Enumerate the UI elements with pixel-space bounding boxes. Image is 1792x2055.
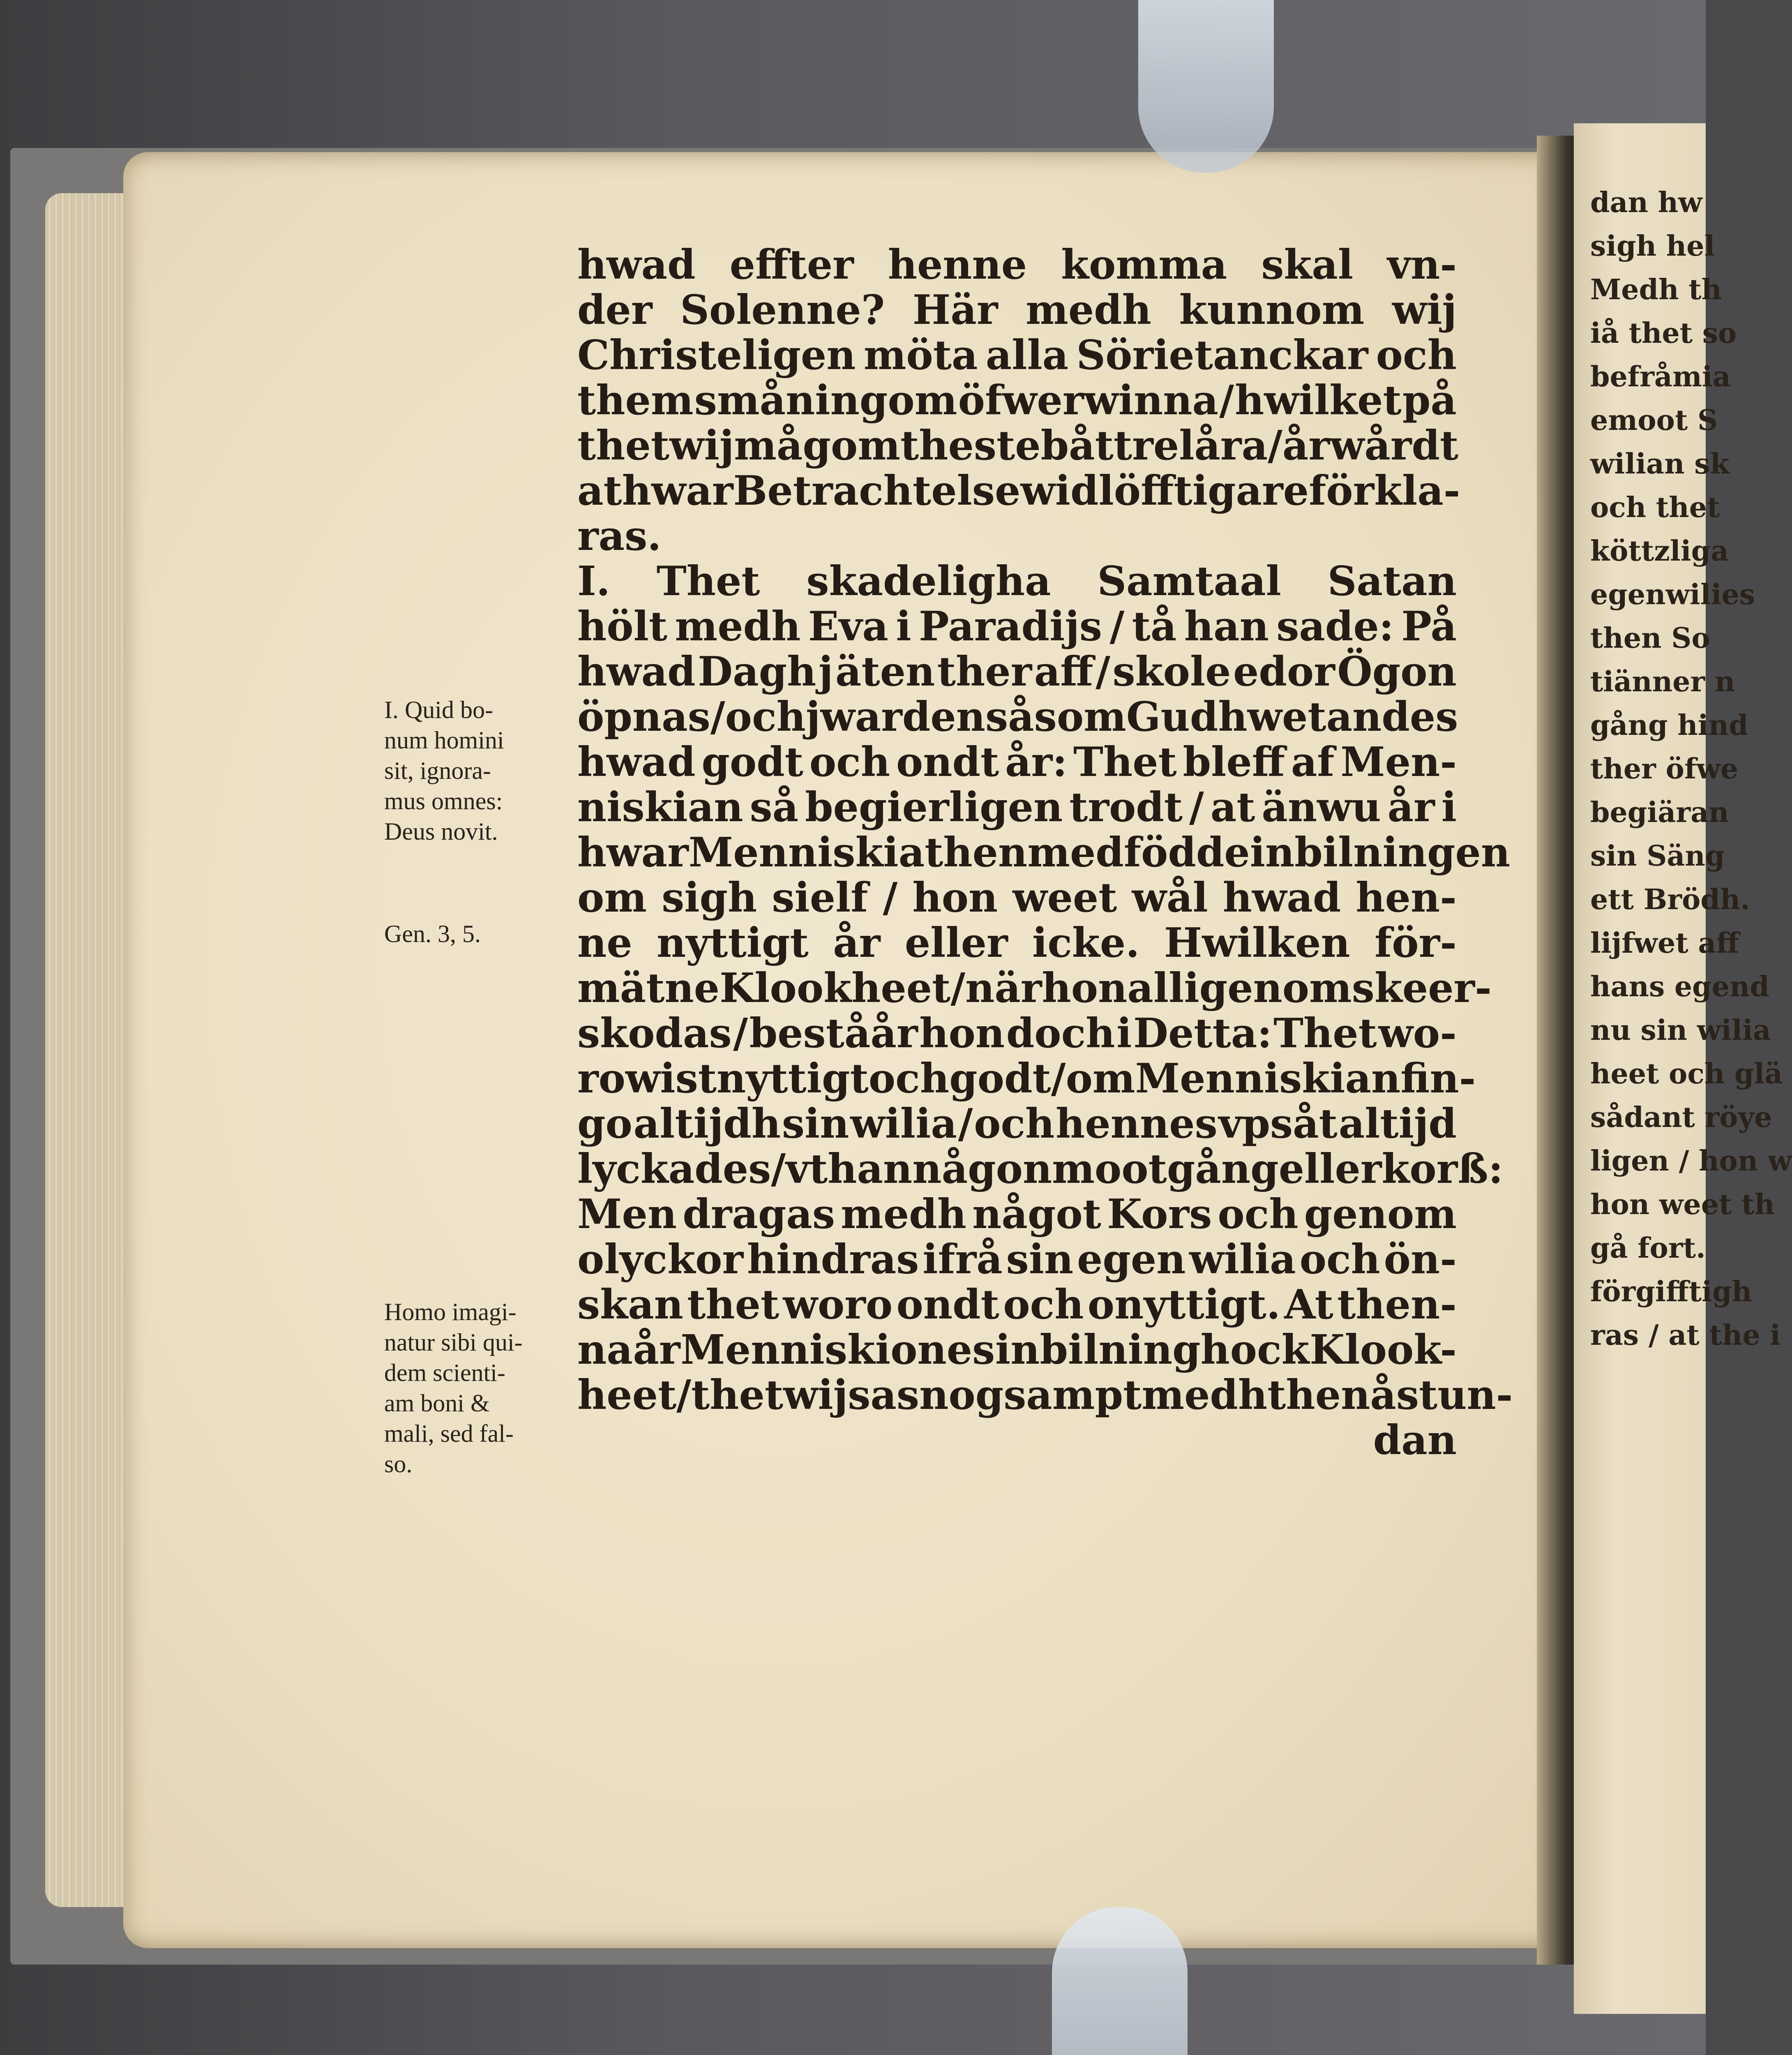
word: nyttigt (657, 919, 809, 967)
word: nogsampt (919, 1372, 1142, 1419)
word: skal (1261, 241, 1354, 289)
text-line (577, 875, 1457, 921)
text-line (577, 1011, 1457, 1056)
word: år (833, 919, 881, 967)
text-line (577, 1372, 1513, 1419)
word: ön- (1384, 1236, 1457, 1283)
right-page-text: dan hw sigh hel Medh th iå thet so befråmia emoot S wilian sk och thet köttzliga egenwilies then So tiänner n gång hind ther öfwe begiäran sin Säng ett Brödh. lijfwet aff hans egend nu sin wilia heet och glä sådant röye ligen / hon w hon weet th gå fort. förgifftigh ras / at the i (1590, 186, 1792, 1352)
word: icke. (1032, 919, 1140, 967)
word: skan (577, 1281, 683, 1328)
word: Paradijs (918, 603, 1102, 650)
word: Eva (808, 603, 888, 650)
word: hölt (577, 603, 668, 650)
word: altijdh (633, 1100, 781, 1148)
word: Dagh (698, 648, 816, 695)
word: möta (863, 332, 978, 379)
word: wijsas (783, 1372, 920, 1419)
word: / (1268, 422, 1282, 469)
word: ondt (896, 1281, 999, 1328)
word: ther (937, 648, 1032, 695)
word: der (577, 286, 653, 334)
word: korß: (1381, 1145, 1504, 1193)
text-line (577, 1282, 1457, 1328)
word: sigh (662, 874, 757, 921)
word: / (710, 693, 725, 741)
word: och (868, 1055, 950, 1102)
text-line (577, 378, 1457, 423)
word: / (676, 1372, 692, 1419)
word: godt (949, 1055, 1051, 1102)
word: wij (1392, 286, 1457, 334)
word: mågom (734, 422, 900, 469)
word: vthan (786, 1145, 913, 1193)
word: i (896, 603, 911, 650)
word: Christeligen (577, 332, 856, 379)
word: och (725, 693, 806, 741)
word: / (883, 874, 898, 921)
word: något (972, 1191, 1101, 1238)
word: sielf (772, 874, 868, 921)
word: fin- (1400, 1055, 1476, 1102)
word: wilia (850, 1100, 957, 1148)
text-line (577, 1192, 1457, 1237)
text-line (577, 467, 1460, 515)
word: bleff (1183, 739, 1285, 786)
word: At (1284, 1281, 1333, 1328)
word: igenom (1184, 965, 1352, 1012)
clamp-bottom (1052, 1907, 1188, 2055)
word: öpnas (577, 693, 710, 741)
word: sin (782, 1100, 849, 1148)
text-line: ras. (577, 513, 662, 560)
word: På (1401, 603, 1457, 650)
text-line (577, 740, 1457, 785)
word: hon (919, 1010, 1005, 1057)
word: Klook- (1310, 1326, 1457, 1374)
word: then- (1337, 1281, 1457, 1328)
word: Kors (1107, 1191, 1212, 1238)
word: år (633, 1326, 680, 1374)
word: Samtaal (1097, 558, 1281, 605)
word: / (1189, 784, 1204, 831)
text-line (577, 649, 1457, 695)
word: nyttigt (717, 1055, 869, 1102)
word: Ögon (1337, 648, 1457, 695)
word: wist (625, 1055, 717, 1102)
margin-note-homo-imaginatur: Homo imagi- natur sibi qui- dem scienti- am boni & mali, sed fal- so. (384, 1298, 523, 1478)
word: förkla- (1309, 467, 1460, 515)
word: så (750, 784, 799, 831)
word: Men- (1340, 739, 1457, 786)
word: hen- (1356, 874, 1457, 921)
word: effter (729, 241, 854, 289)
word: thet (687, 1281, 780, 1328)
word: at (1210, 784, 1255, 831)
word: hennes (1056, 1100, 1218, 1148)
word: go (577, 1100, 632, 1148)
word: år: (1005, 739, 1068, 786)
word: / (1051, 1055, 1066, 1102)
word: af (1291, 739, 1335, 786)
word: på (1402, 377, 1457, 424)
word: medh (675, 603, 801, 650)
word: någon (912, 1145, 1052, 1193)
word: småningom (694, 377, 957, 424)
word: båttre (1040, 422, 1179, 469)
word: egen (1077, 1236, 1186, 1283)
word: hwad (1222, 874, 1341, 921)
word: Men (577, 1191, 677, 1238)
word: Hwilken (1164, 919, 1350, 967)
word: skole (1112, 648, 1231, 695)
word: wetandes (1247, 693, 1458, 741)
word: medh (1142, 1372, 1268, 1419)
word: na (577, 1326, 633, 1374)
text-line (577, 333, 1457, 378)
word: skodas (577, 1010, 732, 1057)
word: / (958, 1100, 973, 1148)
word: åstun- (1370, 1372, 1513, 1419)
text-line (577, 1328, 1457, 1373)
word: Thet (656, 558, 760, 605)
margin-note-quid-bonum: I. Quid bo- num homini sit, ignora- mus omnes: Deus novit. (384, 696, 504, 845)
word: och (1376, 332, 1457, 379)
word: Menniskia (688, 829, 925, 876)
word: weet (1012, 874, 1117, 921)
word: hindras (747, 1236, 919, 1283)
word: inbilningen (1250, 829, 1511, 876)
word: Thet (1073, 739, 1177, 786)
word: warden (820, 693, 985, 741)
word: skadeligha (806, 558, 1051, 605)
word: år (1282, 422, 1330, 469)
word: hon (1042, 965, 1128, 1012)
word: wo- (1378, 1010, 1457, 1057)
word: om (1066, 1055, 1135, 1102)
word: widlöfftigare (1020, 467, 1309, 515)
word: låra (1179, 422, 1268, 469)
word: ock (1230, 1326, 1310, 1374)
word: Menniskian (1135, 1055, 1401, 1102)
text-line (577, 242, 1457, 288)
word: wilia (1189, 1236, 1296, 1283)
word: år (1387, 784, 1435, 831)
word: Gudh (1126, 693, 1248, 741)
word: onyttigt. (1087, 1281, 1280, 1328)
word: eller (904, 919, 1008, 967)
word: han (1184, 603, 1269, 650)
text-line (577, 559, 1457, 604)
word: wårdt (1330, 422, 1459, 469)
word: / (771, 1145, 786, 1193)
word: wij (669, 422, 734, 469)
word: mätne (577, 965, 720, 1012)
word: lyckades (577, 1145, 771, 1193)
word: inbilningh (995, 1326, 1230, 1374)
word: woro (783, 1281, 893, 1328)
word: och (1218, 1191, 1298, 1238)
word: ne (577, 919, 632, 967)
word: niskian (577, 784, 743, 831)
word: j (818, 648, 833, 695)
word: hwilket (1235, 377, 1402, 424)
text-line (577, 965, 1492, 1012)
word: henne (888, 241, 1027, 289)
word: olyckor (577, 1236, 744, 1283)
word: at (577, 467, 622, 515)
text-line (577, 1145, 1504, 1193)
word: mootgång (1052, 1145, 1279, 1193)
word: Thet (1273, 1010, 1377, 1057)
text-line (577, 695, 1457, 740)
word: ifrå (923, 1236, 1003, 1283)
word: then (925, 829, 1028, 876)
word: såsom (985, 693, 1126, 741)
word: änwu (1262, 784, 1381, 831)
word: komma (1061, 241, 1227, 289)
text-line (577, 1055, 1476, 1102)
word: för- (1375, 919, 1457, 967)
word: medh (1026, 286, 1151, 334)
text-line (577, 921, 1457, 966)
word: them (577, 377, 694, 424)
word: skeer- (1351, 965, 1492, 1012)
word: kunnom (1179, 286, 1365, 334)
word: äten (835, 648, 935, 695)
word: Klookheet (720, 965, 951, 1012)
word: thet (577, 422, 670, 469)
word: heet (577, 1372, 677, 1419)
word: medh (841, 1191, 966, 1238)
word: I. (577, 558, 610, 605)
word: Menniskiones (680, 1326, 995, 1374)
word: Solenne? (680, 286, 885, 334)
word: trodt (1069, 784, 1183, 831)
word: genom (1304, 1191, 1457, 1238)
word: begierligen (805, 784, 1063, 831)
word: hwad (577, 241, 696, 289)
margin-note-genesis-ref: Gen. 3, 5. (384, 920, 481, 947)
word: vpsåt (1218, 1100, 1338, 1148)
word: / (1219, 377, 1234, 424)
catchword: dan (1373, 1417, 1457, 1464)
word: doch (1006, 1010, 1115, 1057)
word: all (1127, 965, 1184, 1012)
word: sade: (1276, 603, 1394, 650)
word: Detta: (1133, 1010, 1272, 1057)
text-line (577, 423, 1457, 469)
word: then (1267, 1372, 1370, 1419)
word: öfwerwinna (958, 377, 1219, 424)
word: hwar (622, 467, 733, 515)
word: i (1116, 1010, 1132, 1057)
word: hwad (577, 739, 696, 786)
word: theste (900, 422, 1041, 469)
word: hwar (577, 829, 689, 876)
text-line (577, 829, 1511, 876)
word: och (1299, 1236, 1380, 1283)
word: beståår (749, 1010, 918, 1057)
word: aff (1034, 648, 1093, 695)
word: eller (1278, 1145, 1382, 1193)
main-text-block (577, 241, 1513, 1464)
word: och (974, 1100, 1055, 1148)
word: sin (1006, 1236, 1074, 1283)
word: hwad (577, 648, 696, 695)
word: ro (577, 1055, 625, 1102)
word: tå (1132, 603, 1177, 650)
word: alla (985, 332, 1069, 379)
word: Betrachtelse (733, 467, 1021, 515)
word: altijd (1338, 1100, 1457, 1148)
word: och (1003, 1281, 1084, 1328)
word: och (809, 739, 890, 786)
text-line (577, 785, 1457, 830)
word: / (1095, 648, 1110, 695)
word: Satan (1327, 558, 1457, 605)
word: Här (912, 286, 998, 334)
word: vn- (1387, 241, 1457, 289)
word: godt (701, 739, 804, 786)
word: Sörietanckar (1076, 332, 1368, 379)
text-line (577, 1237, 1457, 1282)
word: edor (1233, 648, 1335, 695)
word: dragas (683, 1191, 835, 1238)
text-line (577, 288, 1457, 333)
text-line (577, 604, 1457, 649)
word: om (577, 874, 647, 921)
word: thet (691, 1372, 784, 1419)
word: hon (912, 874, 998, 921)
word: / (733, 1010, 748, 1057)
word: wål (1132, 874, 1208, 921)
word: ondt (896, 739, 999, 786)
word: / (1109, 603, 1125, 650)
word: j (805, 693, 821, 741)
word: när (965, 965, 1042, 1012)
clamp-top (1138, 0, 1274, 173)
word: i (1441, 784, 1457, 831)
text-line (577, 1101, 1457, 1147)
word: / (950, 965, 966, 1012)
word: medfödde (1027, 829, 1250, 876)
